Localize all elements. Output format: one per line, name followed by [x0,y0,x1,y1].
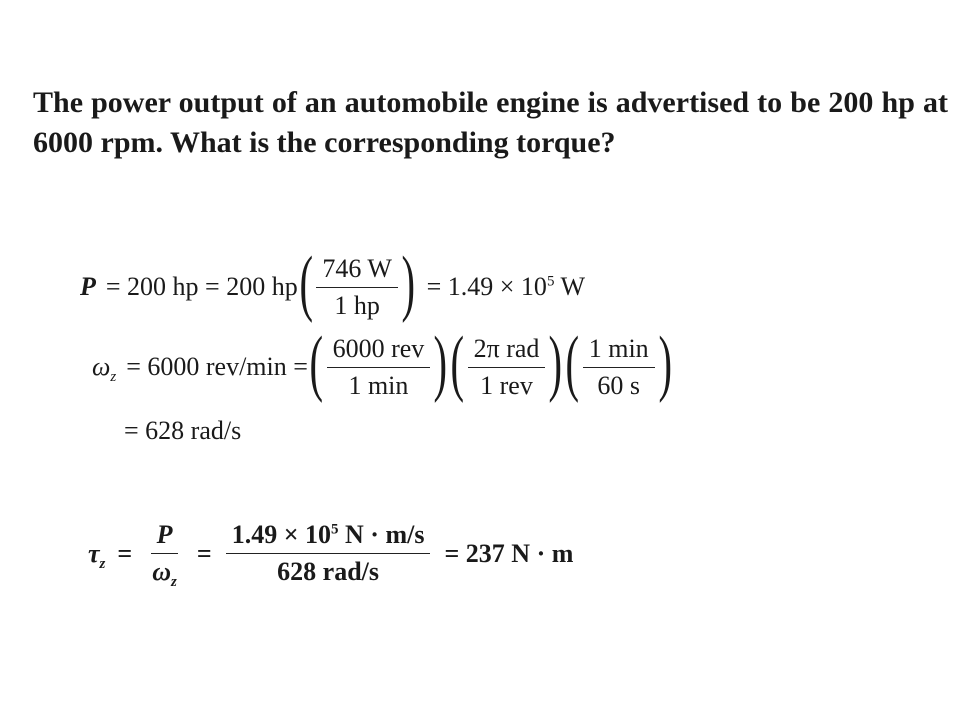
torque-f2-numerator: $1.49 \times 10^5$ N · m/s [226,520,431,554]
equals-sign: = [117,538,133,568]
problem-statement: The power output of an automobile engine is advertised to be 200 hp at 6000 rpm. What is the corresponding torque? [33,86,948,159]
min-per-sec-factor: ( $\frac{1 \min}{60 s}$ ) [565,322,672,404]
rev-per-min-factor: ( $\frac{\text{6000 rev}}{1 \min}$ ) [309,322,448,404]
torque-f1-numerator: P [151,520,179,554]
omega-symbol: $\omega_z$ [92,352,117,386]
power-over-omega [146,520,183,591]
hp-conversion-denominator: 1 hp [334,290,380,320]
power-equation [80,242,586,324]
torque-f1-denominator: $\omega_z$ [152,557,177,591]
hp-conversion-numerator: 746 W [316,254,398,288]
factor3-numerator: 1 min [583,334,655,368]
hp-conversion-factor: ( $\frac{746 W}{1 hp}$ ) [299,242,416,324]
factor3-denominator: 60 s [597,370,640,400]
rad-per-rev-factor: ( $\frac{\text{2π rad}}{\text{1 rev}}$ ) [450,322,563,404]
tau-symbol: $\tau_z$ [88,538,106,572]
factor1-denominator: 1 min [348,370,409,400]
omega-equation [92,322,673,404]
omega-rpm-value: = 6000 rev/min = [126,352,308,381]
omega-result: = 628 rad/s [124,416,242,445]
torque-result: = 237 N · m [444,538,574,568]
power-conversion-prefix: = 200 hp = 200 hp [105,272,298,301]
torque-equation [88,520,574,591]
factor2-denominator: 1 rev [480,370,533,400]
factor2-numerator: 2π rad [468,334,546,368]
power-result: = $1.49 \times 10^5$ W [426,272,586,301]
equals-sign: = [196,538,212,568]
torque-substitution [226,520,431,587]
torque-f2-denominator: 628 rad/s [277,557,380,586]
power-symbol: P [80,272,96,301]
factor1-numerator: 6000 rev [327,334,431,368]
